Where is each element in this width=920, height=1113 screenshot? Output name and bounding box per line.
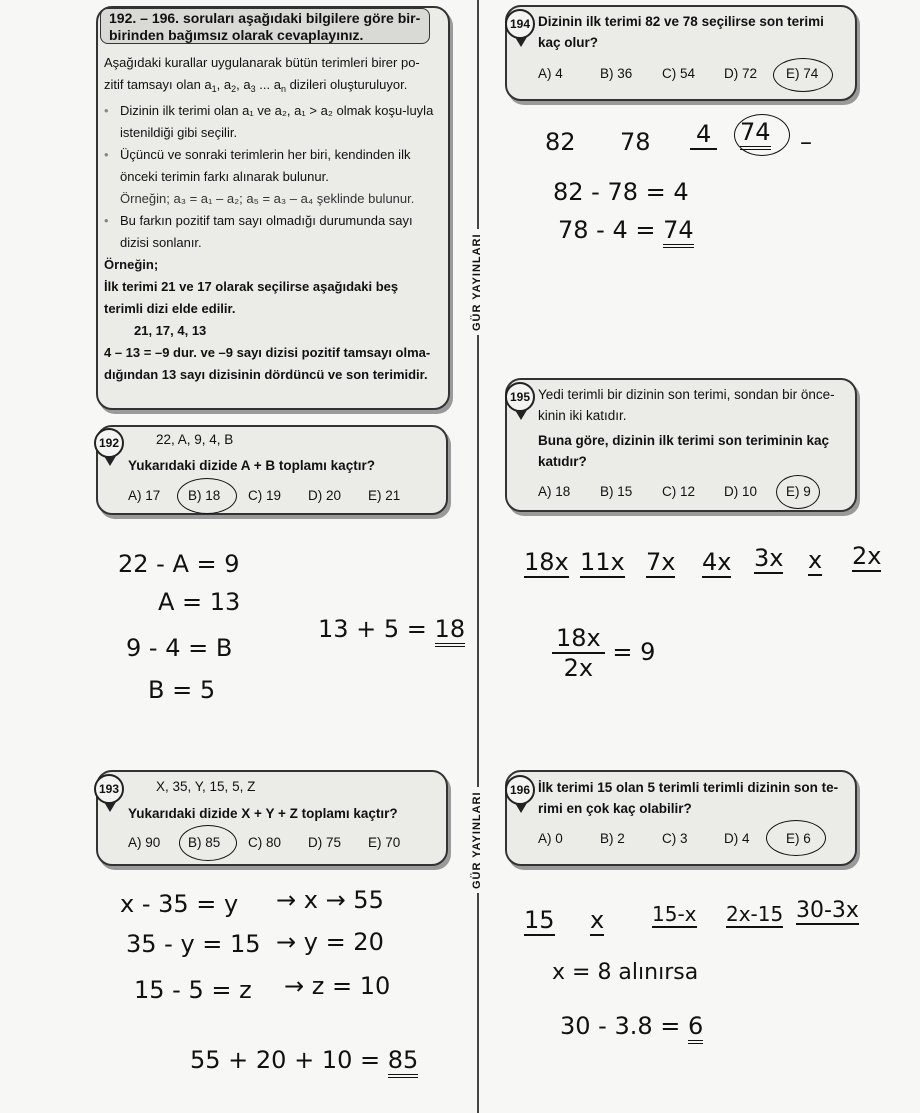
question-196-option-d[interactable]: D) 4 bbox=[724, 831, 750, 846]
question-195-option-a[interactable]: A) 18 bbox=[538, 484, 571, 499]
answer-circle-194 bbox=[773, 58, 833, 92]
work-194-c: 4 bbox=[690, 120, 717, 150]
answer-circle-192 bbox=[177, 478, 237, 514]
work-194-result: 74 bbox=[663, 216, 694, 248]
question-193-options bbox=[128, 835, 418, 850]
answer-circle-193 bbox=[179, 825, 237, 861]
question-193-option-c[interactable]: C) 80 bbox=[248, 835, 282, 850]
question-192-sequence: 22, A, 9, 4, B bbox=[156, 432, 234, 447]
work-193-line-2b: → y = 20 bbox=[276, 928, 384, 956]
work-192-line-3: 9 - 4 = B bbox=[126, 634, 233, 662]
question-193-number: 193 bbox=[94, 774, 124, 804]
work-195-t4: 4x bbox=[702, 548, 732, 576]
question-193-option-d[interactable]: D) 75 bbox=[308, 835, 342, 850]
question-193-sequence: X, 35, Y, 15, 5, Z bbox=[156, 779, 256, 794]
answer-circle-196 bbox=[766, 820, 826, 856]
question-193-text: Yukarıdaki dizide X + Y + Z toplamı kaçtır? bbox=[128, 806, 398, 821]
publisher-label-top: GÜR YAYINLARI bbox=[471, 229, 483, 335]
question-195-text-b: Buna göre, dizinin ilk terimi son teriminin kaç katıdır? bbox=[538, 433, 830, 469]
work-196-t3: 15-x bbox=[652, 902, 697, 926]
question-196-option-b[interactable]: B) 2 bbox=[600, 831, 625, 846]
question-195-option-e[interactable]: E) 9 bbox=[786, 484, 811, 499]
question-193-option-e[interactable]: E) 70 bbox=[368, 835, 401, 850]
question-192-options bbox=[128, 488, 418, 503]
question-196-number: 196 bbox=[505, 775, 535, 805]
question-195-option-c[interactable]: C) 12 bbox=[662, 484, 696, 499]
work-195-t3: 7x bbox=[646, 548, 676, 576]
column-divider bbox=[477, 0, 479, 1113]
info-example-seq: 21, 17, 4, 13 bbox=[134, 323, 207, 338]
work-196-line-3: 30 - 3.8 = 6 bbox=[560, 1012, 703, 1040]
question-195-text-a: Yedi terimli bir dizinin son terimi, sondan bir önce-kinin iki katıdır. bbox=[538, 387, 835, 423]
question-192-option-a[interactable]: A) 17 bbox=[128, 488, 161, 503]
info-body bbox=[104, 52, 439, 386]
question-194-option-e[interactable]: E) 74 bbox=[786, 66, 819, 81]
work-193-result: 85 bbox=[388, 1046, 419, 1078]
work-193-line-2: 35 - y = 15 bbox=[126, 930, 261, 958]
question-192-number: 192 bbox=[94, 428, 124, 458]
question-192-option-c[interactable]: C) 19 bbox=[248, 488, 282, 503]
work-196-result: 6 bbox=[688, 1012, 703, 1044]
question-194-number: 194 bbox=[505, 9, 535, 39]
work-196-t4: 2x-15 bbox=[726, 902, 784, 926]
work-192-line-2: A = 13 bbox=[158, 588, 241, 616]
question-194-option-d[interactable]: D) 72 bbox=[724, 66, 758, 81]
question-194-option-a[interactable]: A) 4 bbox=[538, 66, 563, 81]
work-196-t2: x bbox=[590, 906, 605, 934]
info-example-label: Örneğin; bbox=[104, 257, 159, 272]
work-192-result: 18 bbox=[435, 615, 466, 647]
work-196-t1: 15 bbox=[524, 906, 555, 934]
answer-circle-195 bbox=[776, 475, 820, 509]
question-196-option-c[interactable]: C) 3 bbox=[662, 831, 688, 846]
work-194-line-2: 82 - 78 = 4 bbox=[553, 178, 689, 206]
publisher-label-bottom: GÜR YAYINLARI bbox=[471, 787, 483, 893]
question-194-text: Dizinin ilk terimi 82 ve 78 seçilirse son terimi kaç olur? bbox=[538, 14, 824, 50]
info-rule-1: • Dizinin ilk terimi olan a₁ ve a₂, a₁ > a₂ olmak koşu-luyla istenildiği gibi seçilir. bbox=[104, 100, 439, 144]
work-193-sum: 55 + 20 + 10 = 85 bbox=[190, 1046, 418, 1074]
work-194-d: 74 bbox=[740, 118, 771, 150]
question-196-option-e[interactable]: E) 6 bbox=[786, 831, 811, 846]
question-195-option-b[interactable]: B) 15 bbox=[600, 484, 633, 499]
question-196-text: İlk terimi 15 olan 5 terimli terimli dizinin son te-rimi en çok kaç olabilir? bbox=[538, 780, 839, 816]
question-192-option-b[interactable]: B) 18 bbox=[188, 488, 221, 503]
work-193-line-1b: → x → 55 bbox=[276, 886, 384, 914]
work-193-line-3: 15 - 5 = z bbox=[134, 976, 252, 1004]
work-193-line-3b: → z = 10 bbox=[284, 972, 391, 1000]
question-193-option-a[interactable]: A) 90 bbox=[128, 835, 161, 850]
work-195-fraction: $\frac{18x}{2x}$ = 9 bbox=[552, 624, 655, 682]
work-195-t6: x bbox=[808, 546, 823, 574]
question-192-text: Yukarıdaki dizide A + B toplamı kaçtır? bbox=[128, 458, 375, 473]
work-194-line-3: 78 - 4 = 74 bbox=[558, 216, 694, 244]
work-194-a: 82 bbox=[545, 128, 576, 156]
work-195-t5: 3x bbox=[754, 544, 784, 572]
work-195-t2: 11x bbox=[580, 548, 625, 576]
work-196-t5: 30-3x bbox=[796, 898, 859, 923]
question-195-number: 195 bbox=[505, 382, 535, 412]
work-192-line-1: 22 - A = 9 bbox=[118, 550, 240, 578]
info-title: 192. – 196. soruları aşağıdaki bilgilere göre bir-birinden bağımsız olarak cevaplayınız. bbox=[100, 8, 430, 44]
work-193-line-1: x - 35 = y bbox=[120, 890, 239, 918]
work-192-line-4: B = 5 bbox=[148, 676, 216, 704]
work-196-line-2: x = 8 alınırsa bbox=[552, 960, 699, 985]
info-example-end: 4 – 13 = –9 dur. ve –9 sayı dizisi pozitif tamsayı olma-dığından 13 sayı dizisinin dördüncü ve son terimidir. bbox=[104, 345, 431, 382]
work-192-sum: 13 + 5 = 18 bbox=[318, 615, 465, 643]
info-intro: Aşağıdaki kurallar uygulanarak bütün terimleri birer po-zitif tamsayı olan $a_1$, $a_2$, $a_3$ ... $a_n$ dizileri oluşturuluyor. bbox=[104, 55, 420, 94]
work-195-t7: 2x bbox=[852, 542, 882, 570]
work-194-b: 78 bbox=[620, 128, 651, 156]
question-195-option-d[interactable]: D) 10 bbox=[724, 484, 758, 499]
question-192-option-d[interactable]: D) 20 bbox=[308, 488, 342, 503]
question-194-option-b[interactable]: B) 36 bbox=[600, 66, 633, 81]
work-195-t1: 18x bbox=[524, 548, 569, 576]
work-194-circle bbox=[734, 114, 790, 156]
question-196-option-a[interactable]: A) 0 bbox=[538, 831, 563, 846]
question-194-option-c[interactable]: C) 54 bbox=[662, 66, 696, 81]
question-193-option-b[interactable]: B) 85 bbox=[188, 835, 221, 850]
info-rule-2-example: Örneğin; a₃ = a₁ – a₂; a₅ = a₃ – a₄ şeklinde bulunur. bbox=[120, 191, 415, 206]
work-194-e: – bbox=[800, 128, 812, 156]
question-192-option-e[interactable]: E) 21 bbox=[368, 488, 401, 503]
info-example-text: İlk terimi 21 ve 17 olarak seçilirse aşağıdaki beş terimli dizi elde edilir. bbox=[104, 279, 399, 316]
info-rule-3: • Bu farkın pozitif tam sayı olmadığı durumunda sayı dizisi sonlanır. bbox=[104, 210, 439, 254]
info-rule-2: • Üçüncü ve sonraki terimlerin her biri, kendinden ilk önceki terimin farkı alınarak bulunur. bbox=[104, 144, 439, 188]
